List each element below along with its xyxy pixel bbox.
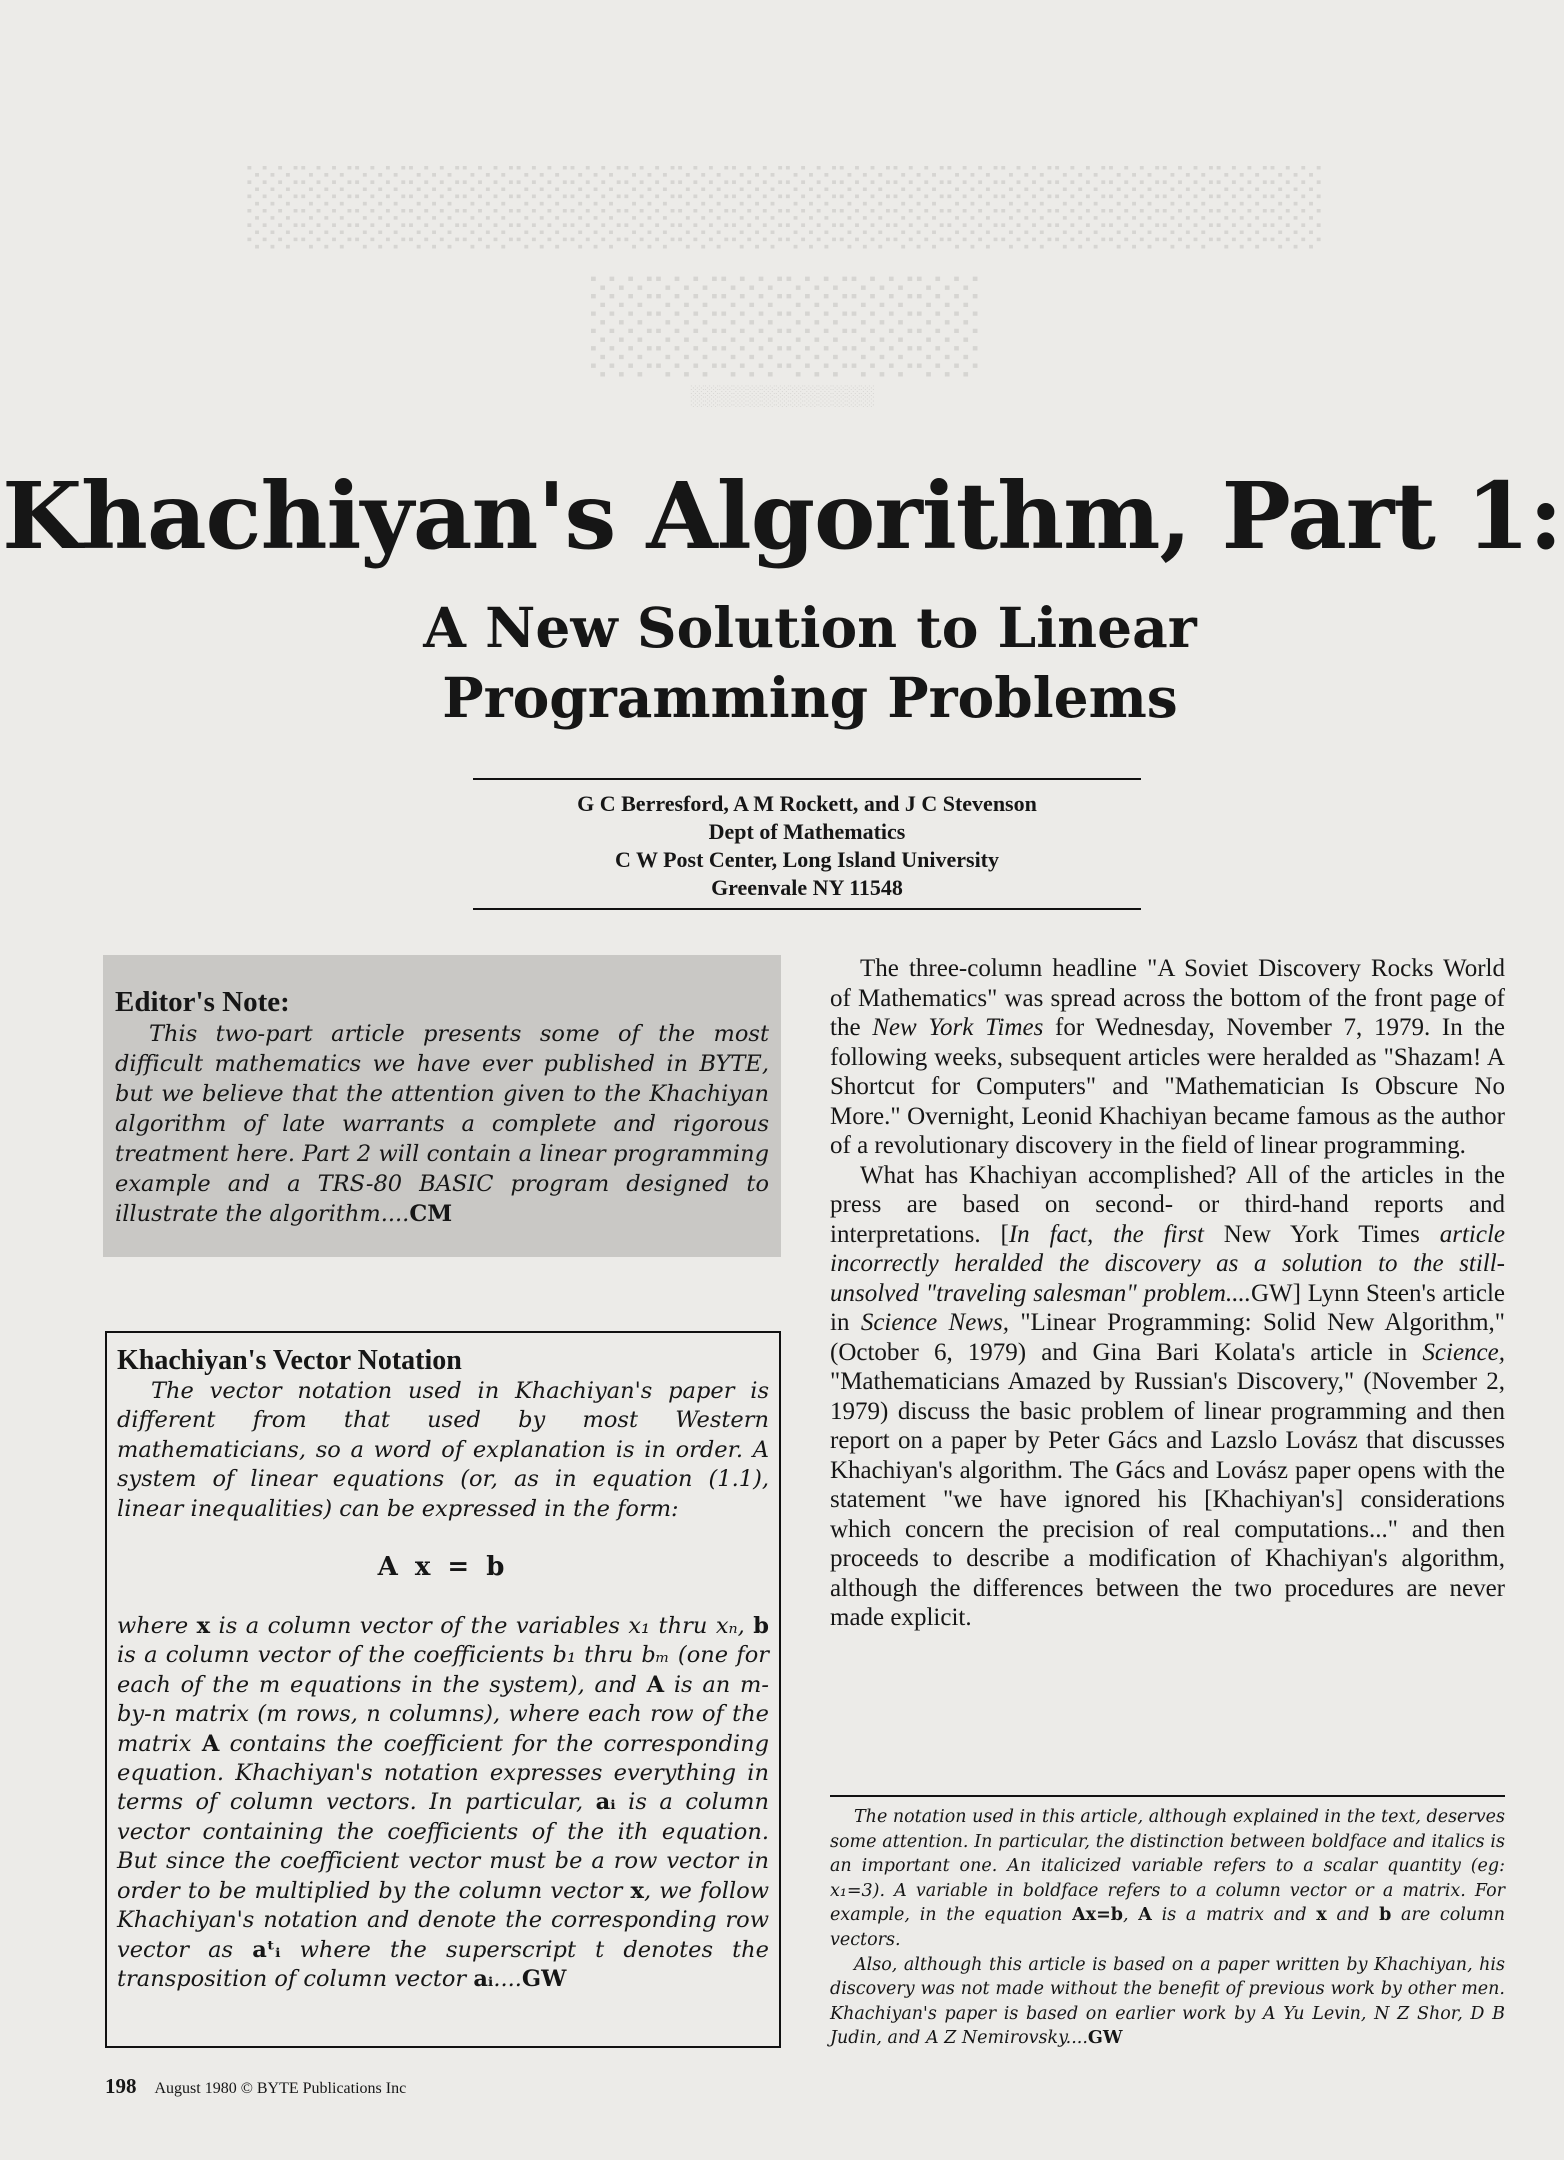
text-run: "Mathematicians Amazed by Russian's Discovery," (November 2, 1979) discuss the basic problem of linear programming and then report on a paper by Peter Gács and Lazslo Lovász that discusses Khachiyan's algorithm. The Gács and Lovász paper opens with the statement "we have ignored his [Khachiyan's] considerations which concern the precision of real computations..." and then proceeds to describe a modification of Khachiyan's algorithm, although the differences between the two procedures are never made explicit. [830, 1368, 1505, 1631]
vector-notation-sidebar [105, 1331, 781, 2048]
text-run: is an m-by-n matrix (m rows, n columns), where each row of the matrix [117, 1671, 769, 1757]
footnote-rule [830, 1795, 1505, 1797]
byline [473, 790, 1141, 902]
editors-note-signature: CM [409, 1201, 453, 1227]
page-footer [105, 2074, 406, 2099]
editor-signature: GW [1087, 2028, 1123, 2049]
text-run: are column vectors. [830, 1905, 1505, 1950]
text-run: Also, although this article is based on a paper written by Khachiyan, his discovery was not made without the benefit of previous work by other men. Khachiyan's paper is based on earlier work by A Yu Levin, N Z Shor, D B Judin, and A Z Nemirovsky.... [830, 1954, 1505, 2049]
text-run: is a column vector of the coefficients b₁ thru bₘ (one for each of the m equations in the system), and [117, 1642, 769, 1698]
bold-run: A [1138, 1905, 1152, 1926]
body-paragraph-1 [830, 954, 1505, 1161]
bold-variable: b [753, 1613, 769, 1640]
bold-variable: aᵗᵢ [252, 1936, 281, 1963]
show-through-text: ░░░░░░░░░░░░░ [689, 385, 875, 407]
equation-ax-b: A x = b [377, 1552, 509, 1583]
byline-authors: G C Berresford, A M Rockett, and J C Stevenson [577, 791, 1037, 816]
vector-notation-explanation [117, 1612, 769, 1994]
footnote-paragraph-1 [830, 1805, 1505, 1953]
text-run: The three-column headline "A Soviet Discovery Rocks World of Mathematics" was spread across the bottom of the front page of the [830, 955, 1505, 1041]
text-run: , we follow Khachiyan's notation and denote the corresponding row vector as [117, 1877, 769, 1963]
show-through-text: ░░░░░░ [586, 271, 978, 373]
bold-variable: x [196, 1613, 211, 1640]
byline-top-rule [473, 778, 1141, 780]
show-through-text: ░░░░░░░░░░░░░░░░░░░░ [243, 161, 1321, 246]
bold-run: Ax=b [1072, 1905, 1123, 1926]
publication-credit: August 1980 © BYTE Publications Inc [154, 2080, 407, 2097]
text-run: is a column vector containing the coefficients of the ith equation. But since the coefficient vector must be a row vector in order to be multiplied by the column vector [117, 1789, 769, 1904]
bold-variable: aᵢ [595, 1789, 616, 1816]
bold-run: x [1316, 1905, 1327, 1926]
article-subtitle-line-2: Programming Problems [442, 665, 1178, 730]
bold-variable: aᵢ [473, 1965, 494, 1992]
italic-run: Science, [1422, 1338, 1505, 1366]
editors-note-heading: Editor's Note: [115, 986, 290, 1018]
byline-institution: C W Post Center, Long Island University [614, 847, 1000, 872]
italic-run: In fact, the first [1008, 1220, 1204, 1248]
text-run: and [1326, 1905, 1380, 1926]
text-run: contains the coefficient for the corresponding equation. Khachiyan's notation expresses everything in terms of column vectors. In particular, [117, 1730, 769, 1816]
byline-location: Greenvale NY 11548 [711, 875, 903, 900]
bold-variable: x [630, 1877, 644, 1904]
body-paragraph-2 [830, 1161, 1505, 1633]
italic-run: article incorrectly heralded the discovery as a solution to the still-unsolved "traveling salesman" problem.... [830, 1220, 1505, 1307]
vector-notation-heading: Khachiyan's Vector Notation [117, 1345, 462, 1376]
bold-run: b [1379, 1905, 1392, 1926]
text-run: where the superscript t denotes the transposition of column vector [117, 1936, 769, 1992]
text-run: What has Khachiyan accomplished? All of the articles in the press are based on second- or third-hand reports and interpretations. [ [830, 1161, 1505, 1248]
text-run: is a matrix and [1151, 1905, 1317, 1926]
footnote-paragraph-2 [830, 1953, 1505, 2051]
article-title: Khachiyan's Algorithm, Part 1: [2, 462, 1562, 570]
vector-notation-intro: The vector notation used in Khachiyan's paper is different from that used by most Western mathematicians, so a word of explanation is in order. A system of linear equations (or, as in equation (1.1), linear inequalities) can be expressed in the form: [117, 1378, 769, 1522]
article-subtitle-line-1: A New Solution to Linear [423, 595, 1197, 660]
byline-department: Dept of Mathematics [708, 819, 906, 844]
text-run: .... [493, 1965, 522, 1992]
text-run: GW] Lynn Steen's article in [830, 1279, 1506, 1336]
editors-note-body: This two-part article presents some of the most difficult mathematics we have ever published in BYTE, but we believe that the attention given to the Khachiyan algorithm of late warrants a complete and rigorous treatment here. Part 2 will contain a linear programming example and a TRS-80 BASIC program designed to illustrate the algorithm.... [115, 1021, 769, 1227]
text-run: , [1123, 1905, 1139, 1926]
editors-note-text [115, 1019, 769, 1229]
editors-note-box [103, 955, 781, 1257]
text-run: is a column vector of the variables x₁ thru xₙ, [210, 1613, 754, 1640]
bold-variable: A [646, 1671, 665, 1698]
text-run: New York Times [1203, 1220, 1440, 1248]
text-run: for Wednesday, November 7, 1979. In the following weeks, subsequent articles were heralded as "Shazam! A Shortcut for Computers" and "Mathematician Is Obscure No More." Overnight, Leonid Khachiyan became famous as the author of a revolutionary discovery in the field of linear programming. [830, 1014, 1505, 1159]
italic-run: New York Times [872, 1014, 1044, 1041]
article-body-column [830, 954, 1505, 1633]
notation-footnote [830, 1805, 1505, 2051]
text-run: where [117, 1613, 197, 1640]
editor-signature: GW [521, 1965, 567, 1992]
text-run: The notation used in this article, although explained in the text, deserves some attention. In particular, the distinction between boldface and italics is an important one. An italicized variable refers to a scalar quantity (eg: x₁=3). A variable in boldface refers to a column vector or a matrix. For example, in the equation [830, 1807, 1505, 1926]
italic-run: Science News, [860, 1309, 1009, 1336]
page-number: 198 [105, 2074, 137, 2098]
byline-bottom-rule [473, 908, 1141, 910]
text-run: "Linear Programming: Solid New Algorithm," (October 6, 1979) and Gina Bari Kolata's article in [830, 1309, 1505, 1366]
bold-variable: A [201, 1730, 220, 1757]
